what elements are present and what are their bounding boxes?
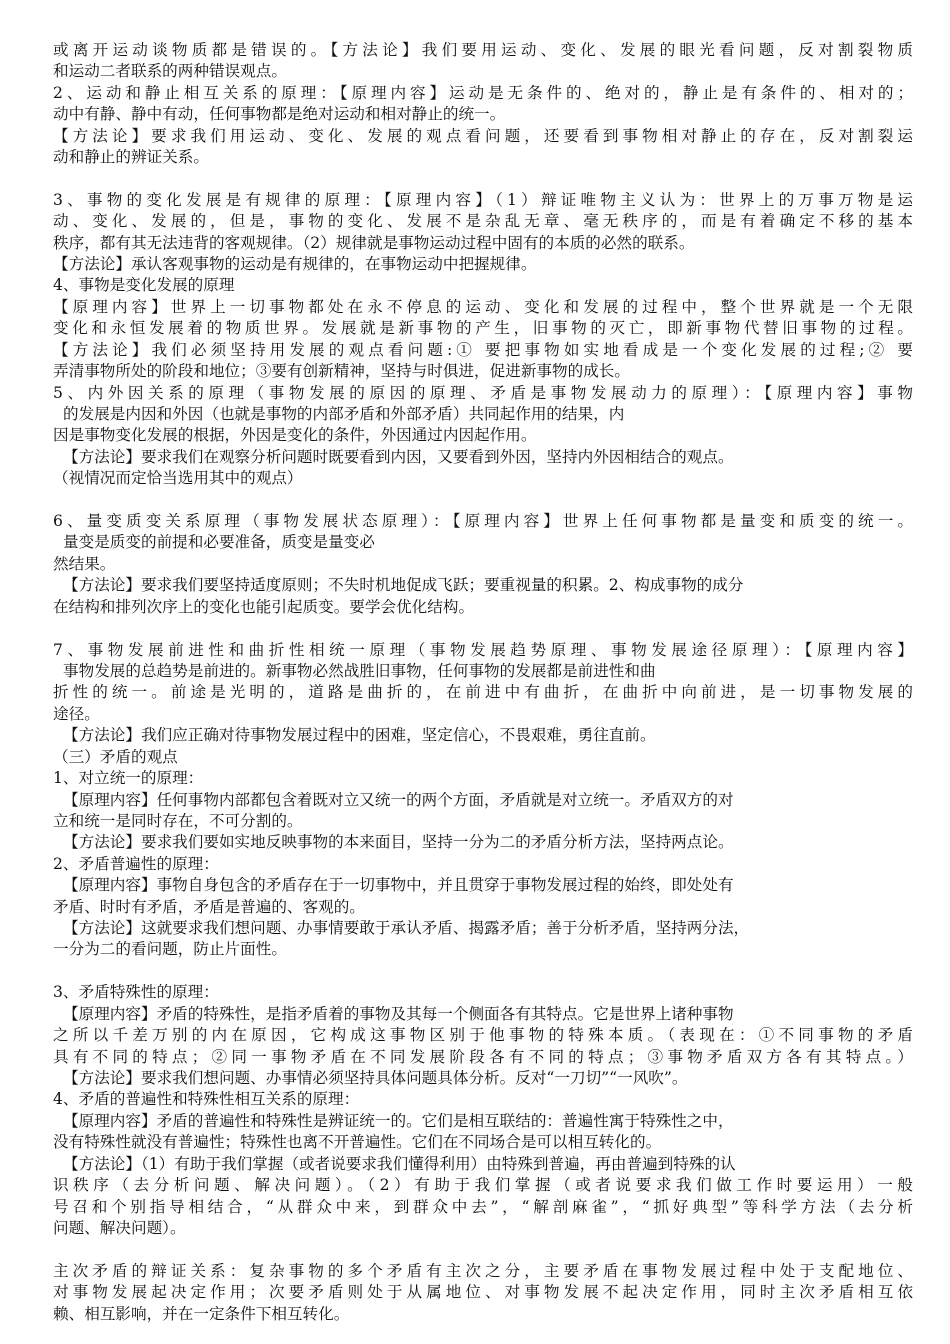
text-line: 的发展是内因和外因（也就是事物的内部矛盾和外部矛盾）共同起作用的结果，内 (63, 405, 625, 423)
text-line: 【原理内容】矛盾的特殊性，是指矛盾着的事物及其每一个侧面各有其特点。它是世界上诸种事物 (63, 1005, 734, 1023)
text-line: 号召和个别指导相结合，“从群众中来，到群众中去”，“解剖麻雀”，“抓好典型”等科学方法（去分析 (53, 1198, 913, 1216)
text-line: 【原理内容】任何事物内部都包含着既对立又统一的两个方面，矛盾就是对立统一。矛盾双方的对 (63, 791, 734, 809)
text-line: 变化和永恒发展着的物质世界。发展就是新事物的产生，旧事物的灭亡，即新事物代替旧事物的过程。 (53, 319, 913, 337)
text-line: 【原理内容】事物自身包含的矛盾存在于一切事物中，并且贯穿于事物发展过程的始终，即处处有 (63, 876, 734, 894)
text-line: 4、矛盾的普遍性和特殊性相互关系的原理： (53, 1090, 360, 1108)
text-line: 因是事物变化发展的根据，外因是变化的条件，外因通过内因起作用。 (53, 426, 537, 444)
text-line: 然结果。 (53, 555, 116, 573)
text-line: 在结构和排列次序上的变化也能引起质变。要学会优化结构。 (53, 598, 475, 616)
text-line: 事物发展的总趋势是前进的。新事物必然战胜旧事物，任何事物的发展都是前进性和曲 (63, 662, 656, 680)
text-line: 途径。 (53, 705, 100, 723)
text-line: 之所以千差万别的内在原因，它构成这事物区别于他事物的特殊本质。（表现在：①不同事物的矛盾 (53, 1026, 913, 1044)
text-line: 【方法论】（1）有助于我们掌握（或者说要求我们懂得利用）由特殊到普遍，再由普遍到特殊的认 (63, 1155, 736, 1173)
text-line: 【方法论】我们应正确对待事物发展过程中的困难，坚定信心，不畏艰难，勇往直前。 (63, 726, 656, 744)
text-line: 1、对立统一的原理： (53, 769, 204, 787)
text-line: 一分为二的看问题，防止片面性。 (53, 940, 287, 958)
text-line: 5、内外因关系的原理（事物发展的原因的原理、矛盾是事物发展动力的原理）：【原理内容】事物 (53, 384, 913, 402)
text-line: 【方法论】要求我们要如实地反映事物的本来面目，坚持一分为二的矛盾分析方法，坚持两点论。 (63, 833, 734, 851)
text-line: 【方法论】要求我们想问题、办事情必须坚持具体问题具体分析。反对“一刀切”“一风吹”。 (63, 1069, 688, 1087)
text-line: 秩序，都有其无法违背的客观规律。（2）规律就是事物运动过程中固有的本质的必然的联系。 (53, 234, 695, 252)
text-line: 2、矛盾普遍性的原理： (53, 855, 219, 873)
text-line: 6、量变质变关系原理（事物发展状态原理）：【原理内容】世界上任何事物都是量变和质变的统一。 (53, 512, 913, 530)
text-line: 3、矛盾特殊性的原理： (53, 983, 219, 1001)
text-line: （三）矛盾的观点 (53, 748, 178, 766)
text-line: 3、事物的变化发展是有规律的原理：【原理内容】（1）辩证唯物主义认为：世界上的万事万物是运 (53, 191, 913, 209)
text-line: 问题、解决问题）。 (53, 1219, 186, 1237)
text-line: 【方法论】承认客观事物的运动是有规律的，在事物运动中把握规律。 (53, 255, 537, 273)
text-line: 【原理内容】世界上一切事物都处在永不停息的运动、变化和发展的过程中，整个世界就是一个无限 (53, 298, 913, 316)
text-line: （视情况而定恰当选用其中的观点） (53, 469, 303, 487)
text-line: 【方法论】要求我们要坚持适度原则；不失时机地促成飞跃；要重视量的积累。2、构成事物的成分 (63, 576, 744, 594)
text-line: 【原理内容】矛盾的普遍性和特殊性是辨证统一的。它们是相互联结的：普遍性寓于特殊性之中， (63, 1112, 734, 1130)
text-line: 折性的统一。前途是光明的，道路是曲折的，在前进中有曲折，在曲折中向前进，是一切事物发展的 (53, 683, 913, 701)
text-line: 和运动二者联系的两种错误观点。 (53, 62, 287, 80)
text-line: 立和统一是同时存在，不可分割的。 (53, 812, 303, 830)
text-line: 动、变化、发展的，但是，事物的变化、发展不是杂乱无章、毫无秩序的，而是有着确定不移的基本 (53, 212, 913, 230)
text-line: 【方法论】我们必须坚持用发展的观点看问题:① 要把事物如实地看成是一个变化发展的过程;② 要 (53, 341, 913, 359)
text-line: 对事物发展起决定作用；次要矛盾则处于从属地位、对事物发展不起决定作用，同时主次矛盾相互依 (53, 1283, 913, 1301)
text-line: 【方法论】要求我们用运动、变化、发展的观点看问题，还要看到事物相对静止的存在，反对割裂运 (53, 127, 913, 145)
text-line: 赖、相互影响，并在一定条件下相互转化。 (53, 1305, 350, 1323)
text-line: 【方法论】这就要求我们想问题、办事情要敢于承认矛盾、揭露矛盾；善于分析矛盾，坚持两分法， (63, 919, 750, 937)
text-line: 4、事物是变化发展的原理 (53, 276, 235, 294)
text-line: 动中有静、静中有动，任何事物都是绝对运动和相对静止的统一。 (53, 105, 506, 123)
text-line: 矛盾、时时有矛盾，矛盾是普遍的、客观的。 (53, 898, 365, 916)
text-line: 量变是质变的前提和必要准备，质变是量变必 (63, 533, 375, 551)
text-line: 7、事物发展前进性和曲折性相统一原理（事物发展趋势原理、事物发展途径原理）：【原理内容】 (53, 641, 913, 659)
text-line: 弄清事物所处的阶段和地位；③要有创新精神，坚持与时俱进，促进新事物的成长。 (53, 362, 630, 380)
text-line: 识秩序（去分析问题、解决问题）。（2）有助于我们掌握（或者说要求我们做工作时要运用）一般 (53, 1176, 913, 1194)
text-line: 【方法论】要求我们在观察分析问题时既要看到内因，又要看到外因，坚持内外因相结合的观点。 (63, 448, 734, 466)
text-line: 没有特殊性就没有普遍性；特殊性也离不开普遍性。它们在不同场合是可以相互转化的。 (53, 1133, 662, 1151)
text-line: 或离开运动谈物质都是错误的。【方法论】我们要用运动、变化、发展的眼光看问题，反对割裂物质 (53, 41, 913, 59)
text-line: 动和静止的辨证关系。 (53, 148, 209, 166)
text-line: 2、运动和静止相互关系的原理：【原理内容】运动是无条件的、绝对的，静止是有条件的、相对的； (53, 84, 913, 102)
text-line: 主次矛盾的辩证关系：复杂事物的多个矛盾有主次之分，主要矛盾在事物发展过程中处于支配地位、 (53, 1262, 913, 1280)
text-line: 具有不同的特点；②同一事物矛盾在不同发展阶段各有不同的特点；③事物矛盾双方各有其特点。） (53, 1048, 913, 1066)
